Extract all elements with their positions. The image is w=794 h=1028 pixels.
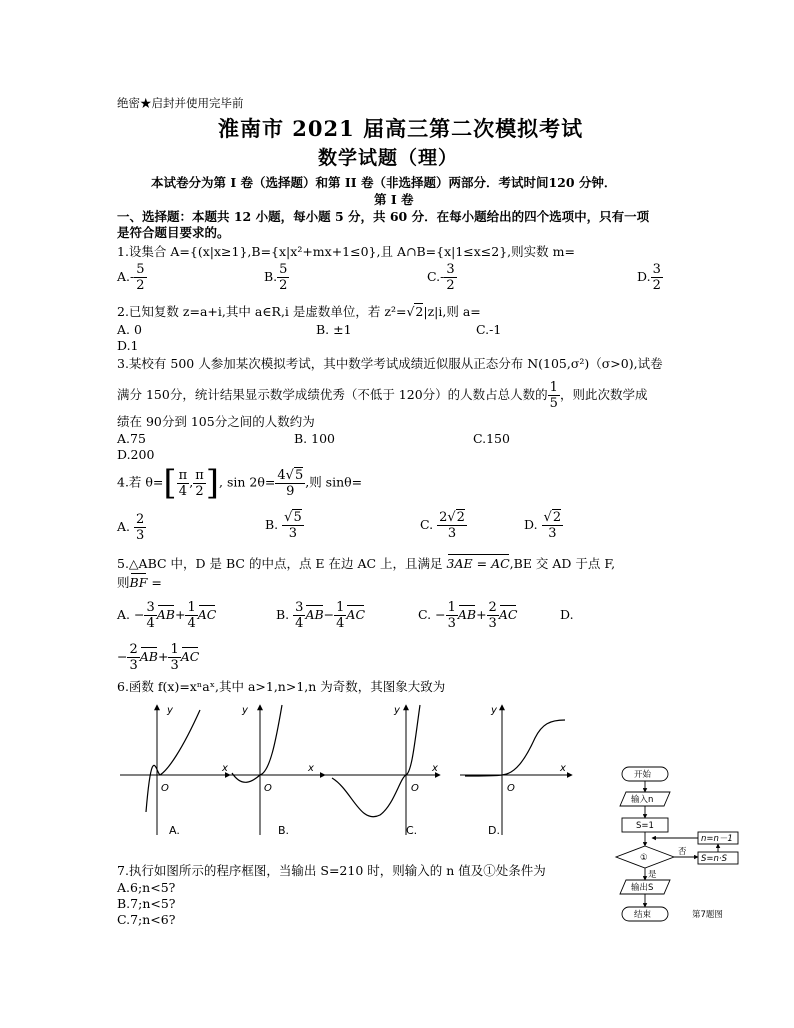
exam-intro: 本试卷分为第 I 卷（选择题）和第 II 卷（非选择题）两部分．考试时间120 分钟． [151,175,617,190]
q3-option-b: B. 100 [294,431,335,446]
q6-graph-a-y: y [167,705,173,716]
q5-line1: 5.△ABC 中，D 是 BC 的中点，点 E 在边 AC 上，且满足 3AE = AC,BE 交 AD 于点 F, [117,556,616,571]
q1-option-a: A.- $\frac{5}{2}$ [117,262,145,293]
q6-graph-c-origin: O [411,783,419,794]
q3-line3: 绩在 90分到 105分之间的人数约为 [117,414,315,429]
q6-graph-d [460,705,572,837]
q7-flowchart [612,764,762,930]
q6-label-d: D. [488,824,500,837]
q5-option-d-label: D. [560,607,574,622]
q6-label-c: C. [406,824,418,837]
section-heading-2: 是符合题目要求的。 [117,225,230,240]
q1-option-b: B. $\frac{5}{2}$ [264,262,288,293]
q6-graph-b [230,705,325,837]
q3-line1: 3.某校有 500 人参加某次模拟考试，其中数学考试成绩近似服从正态分布 N(105,σ²)（σ>0),试卷 [117,356,663,371]
q5-option-a: A. − $\frac{3}{4}$ AB+ $\frac{1}{4}$ AC [117,600,217,631]
q3-line2: 满分 150分，统计结果显示数学成绩优秀（不低于 120分）的人数占总人数的 $\frac{1}{5}$ ，则此次数学成 [117,380,648,411]
q5-option-d: − $\frac{2}{3}$ AB+ $\frac{1}{3}$ AC [117,642,200,673]
flow-end-label: 结束 [634,910,652,920]
q7-option-b: B.7;n<5? [117,896,176,911]
q6-graph-d-y: y [491,705,497,716]
flow-update-s-label: S=n·S [701,854,728,864]
flow-init-label: S=1 [636,821,654,831]
q6-graph-d-x: x [560,763,566,774]
q5-line2: 则BF = [117,575,162,590]
exam-subtitle: 数学试题（理） [318,147,459,169]
exam-title: 淮南市 2021 届高三第二次模拟考试 [218,116,584,141]
q6-label-a: A. [169,824,180,837]
q5-option-b: B. $\frac{3}{4}$ AB− $\frac{1}{4}$ AC [276,600,366,631]
flow-start-label: 开始 [634,770,652,780]
q6-graph-c [325,705,440,837]
flow-update-n-label: n=n－1 [701,834,733,844]
q6-graph-b-origin: O [264,783,272,794]
q6-graph-c-x: x [432,763,438,774]
flow-caption: 第7题图 [692,910,723,920]
q1-option-d: D. $\frac{3}{2}$ [637,262,661,293]
q5-option-c: C. − $\frac{1}{3}$ AB+ $\frac{2}{3}$ AC [418,600,518,631]
q6-graph-b-x: x [308,763,314,774]
q7-option-c: C.7;n<6? [117,912,176,927]
q4-stem: 4.若 θ=[ $\frac{\pi}{4}$ , $\frac{\pi}{2}$ ], sin 2θ= $\frac{4√5}{9}$ ,则 sinθ= [117,463,363,503]
q1-stem: 1.设集合 A={(x|x≥1},B={x|x²+mx+1≤0},且 A∩B={x|1≤x≤2},则实数 m= [117,244,575,259]
q7-stem: 7.执行如图所示的程序框图，当输出 S=210 时，则输入的 n 值及①处条件为 [117,863,546,878]
q3-option-d: D.200 [117,447,155,462]
q4-option-c: C. $\frac{2√2}{3}$ [420,510,465,541]
q6-stem: 6.函数 f(x)=xⁿaˣ,其中 a>1,n>1,n 为奇数，其图象大致为 [117,679,446,694]
volume-label: 第 I 卷 [374,192,414,207]
secret-mark: 绝密★启封并使用完毕前 [117,96,244,110]
q2-option-b: B. ±1 [316,322,352,337]
q6-graph-a [120,705,230,837]
q2-stem: 2.已知复数 z=a+i,其中 a∈R,i 是虚数单位，若 z²=√2|z|i,则 a= [117,304,481,319]
q7-option-a: A.6;n<5? [117,880,176,895]
q1-option-c: C.- $\frac{3}{2}$ [427,262,455,293]
flow-input-label: 输入n [631,795,654,805]
q4-option-a: A. $\frac{2}{3}$ [117,512,145,543]
q6-label-b: B. [278,824,290,837]
q3-option-c: C.150 [473,431,510,446]
q4-option-b: B. $\frac{√5}{3}$ [265,510,302,541]
q3-option-a: A.75 [117,431,146,446]
q6-graph-d-origin: O [507,783,515,794]
q6-graph-b-y: y [242,705,248,716]
flow-yes-label: 是 [648,870,657,880]
flow-condition-label: ① [640,853,648,863]
q6-graph-c-y: y [394,705,400,716]
q2-option-c: C.-1 [476,322,502,337]
q2-option-d: D.1 [117,338,139,353]
q6-graph-a-x: x [222,763,228,774]
q2-option-a: A. 0 [117,322,142,337]
section-heading: 一、选择题：本题共 12 小题，每小题 5 分，共 60 分．在每小题给出的四个选项中，只有一项 [117,209,650,224]
q6-graph-a-origin: O [161,783,169,794]
flow-output-label: 输出S [631,883,654,893]
q6-graphs [110,700,590,845]
flow-no-label: 否 [678,847,687,857]
q4-option-d: D. $\frac{√2}{3}$ [524,510,562,541]
